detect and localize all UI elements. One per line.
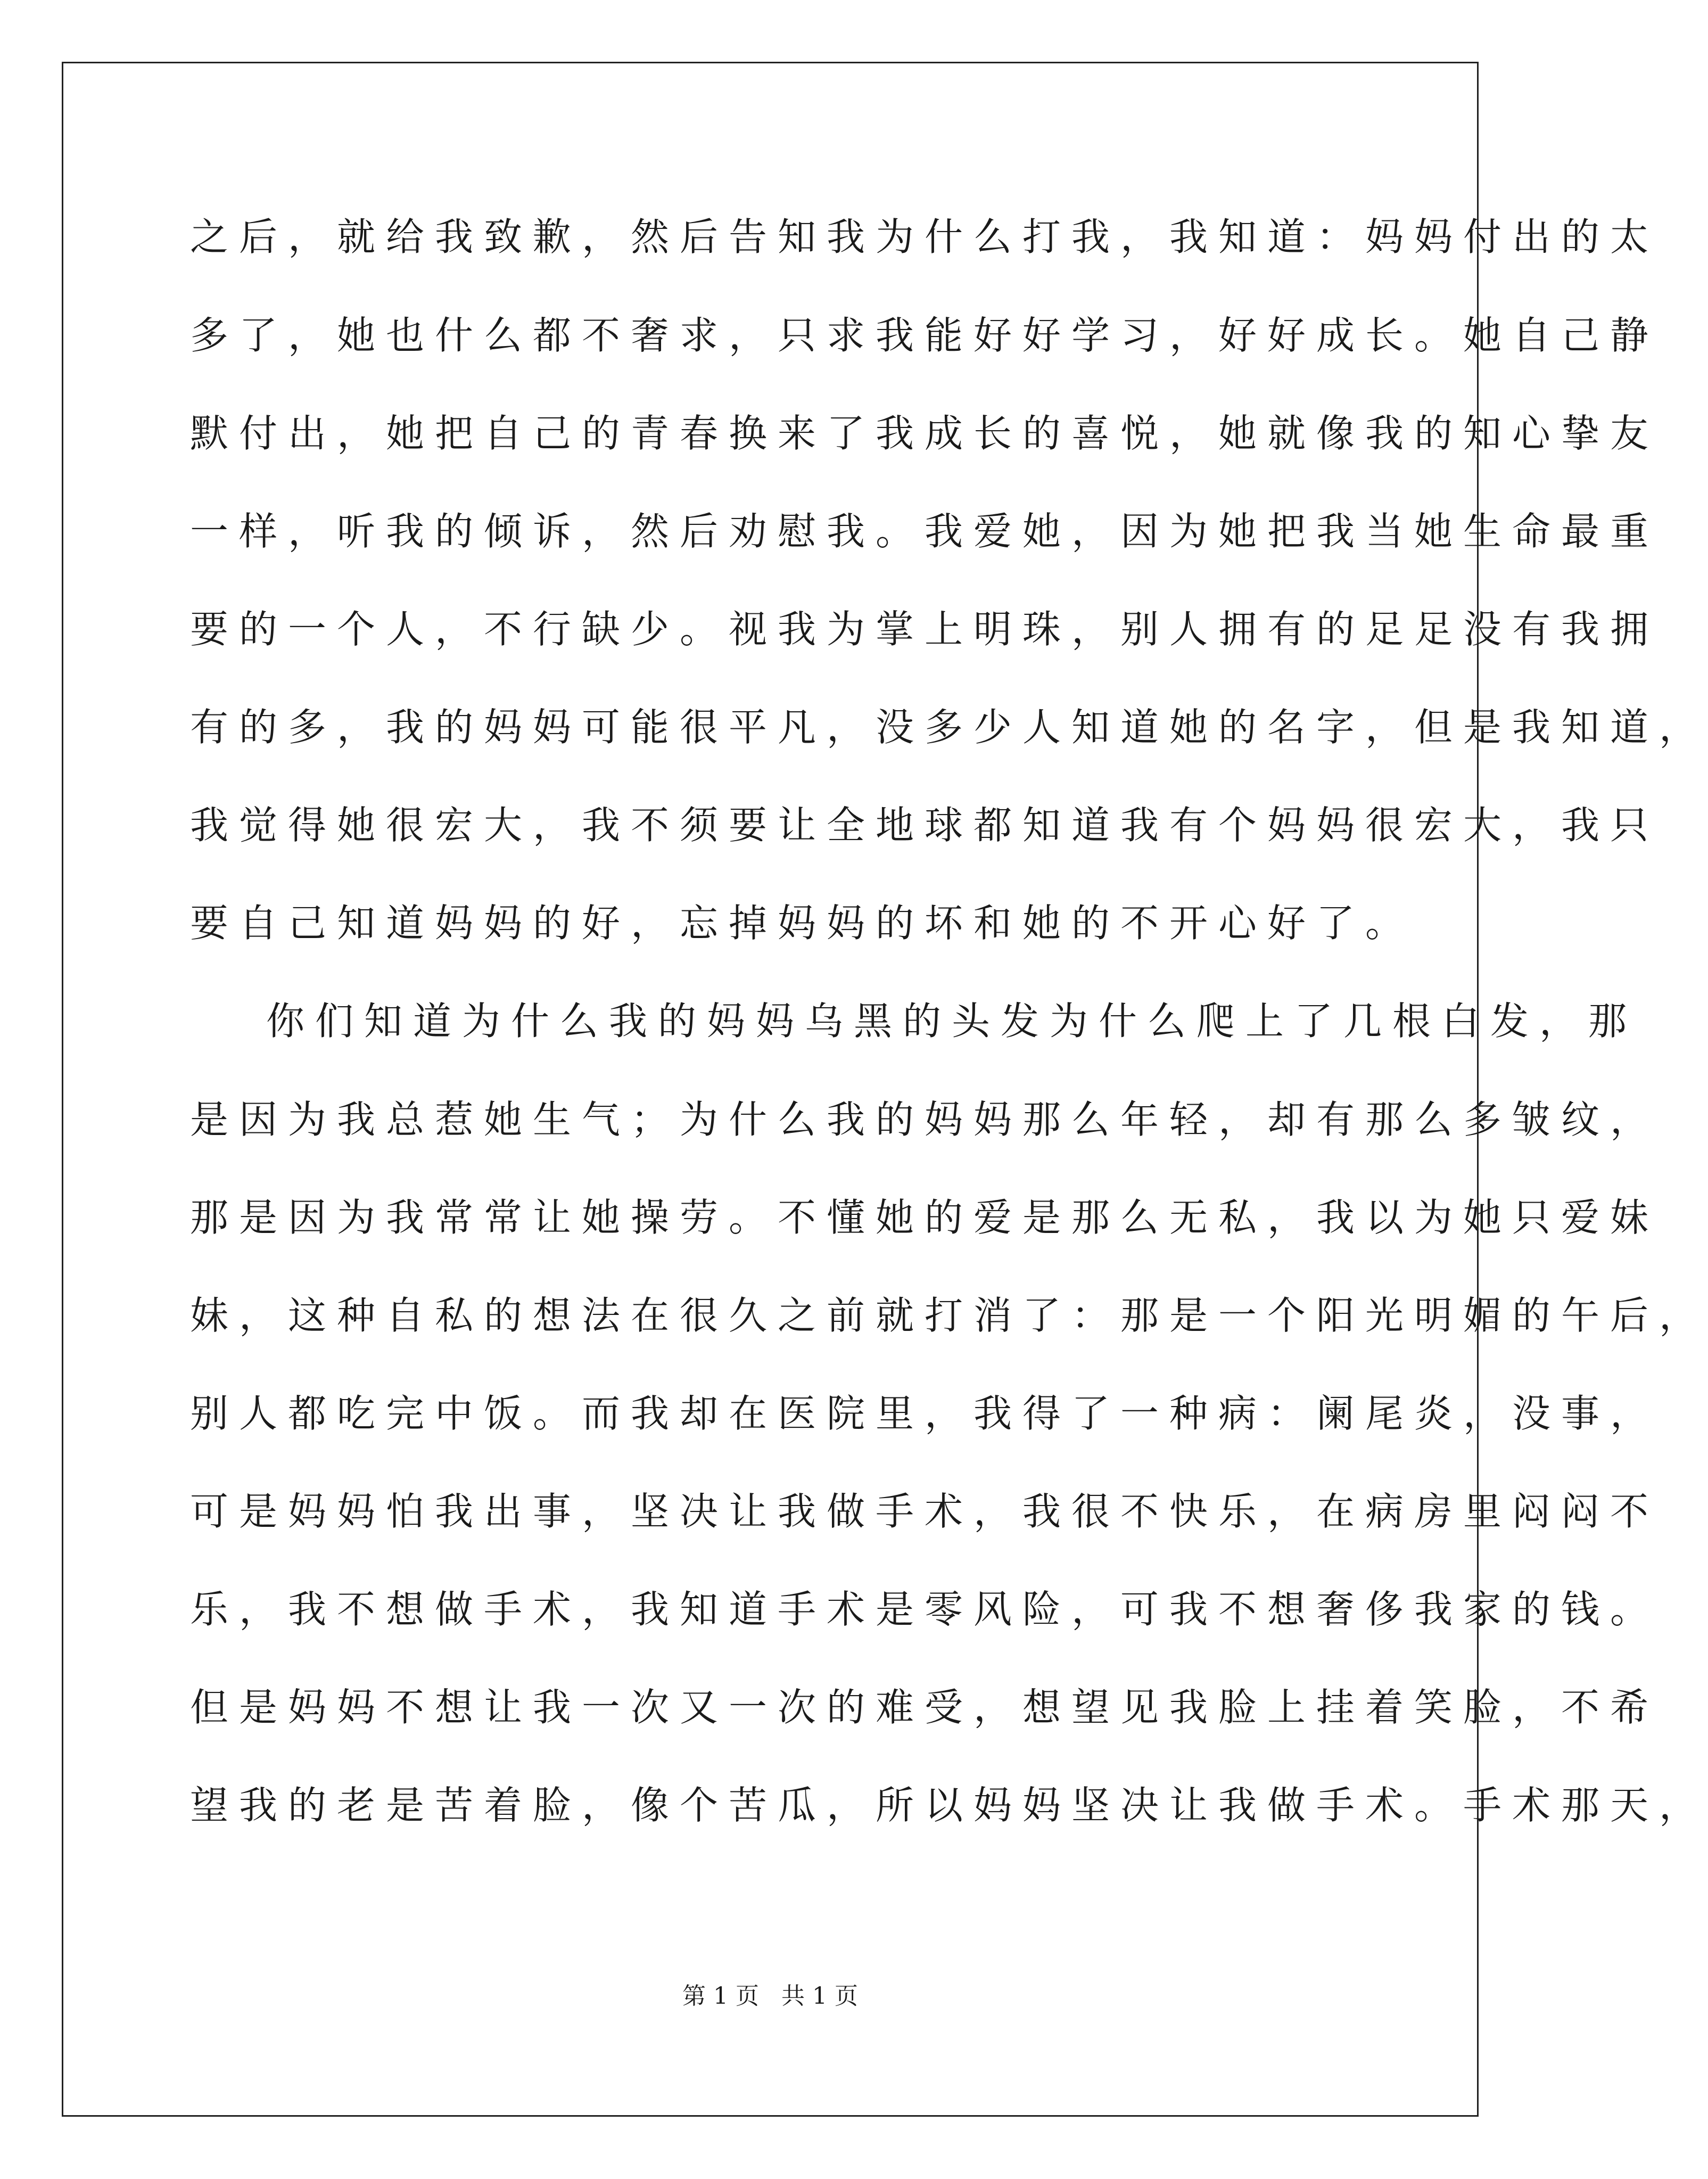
body-text-line: 乐，我不想做手术，我知道手术是零风险，可我不想奢侈我家的钱。 <box>190 1587 1660 1632</box>
body-text-line: 我觉得她很宏大，我不须要让全地球都知道我有个妈妈很宏大，我只 <box>190 803 1660 848</box>
body-text-line: 望我的老是苦着脸，像个苦瓜，所以妈妈坚决让我做手术。手术那天， <box>190 1783 1708 1828</box>
body-text-line: 默付出，她把自己的青春换来了我成长的喜悦，她就像我的知心挚友 <box>190 411 1660 456</box>
page-footer: 第 1 页 共 1 页 <box>682 1983 858 2010</box>
body-text-line: 别人都吃完中饭。而我却在医院里，我得了一种病：阑尾炎，没事， <box>190 1391 1660 1436</box>
body-text-line: 多了，她也什么都不奢求，只求我能好好学习，好好成长。她自己静 <box>190 313 1660 358</box>
body-text-line: 有的多，我的妈妈可能很平凡，没多少人知道她的名字，但是我知道， <box>190 705 1708 750</box>
paragraph-first-line: 你们知道为什么我的妈妈乌黑的头发为什么爬上了几根白发，那 <box>266 999 1638 1043</box>
body-text-line: 之后，就给我致歉，然后告知我为什么打我，我知道：妈妈付出的太 <box>190 215 1660 259</box>
body-text-line: 要自己知道妈妈的好，忘掉妈妈的坏和她的不开心好了。 <box>190 901 1415 945</box>
body-text-line: 妹，这种自私的想法在很久之前就打消了：那是一个阳光明媚的午后， <box>190 1293 1708 1338</box>
body-text-line: 但是妈妈不想让我一次又一次的难受，想望见我脸上挂着笑脸，不希 <box>190 1685 1660 1730</box>
body-text-line: 那是因为我常常让她操劳。不懂她的爱是那么无私，我以为她只爱妹 <box>190 1195 1660 1240</box>
body-text-line: 是因为我总惹她生气；为什么我的妈妈那么年轻，却有那么多皱纹， <box>190 1097 1660 1142</box>
body-text-line: 可是妈妈怕我出事，坚决让我做手术，我很不快乐，在病房里闷闷不 <box>190 1489 1660 1534</box>
body-text-line: 要的一个人，不行缺少。视我为掌上明珠，别人拥有的足足没有我拥 <box>190 607 1660 652</box>
body-text-line: 一样，听我的倾诉，然后劝慰我。我爱她，因为她把我当她生命最重 <box>190 509 1660 554</box>
